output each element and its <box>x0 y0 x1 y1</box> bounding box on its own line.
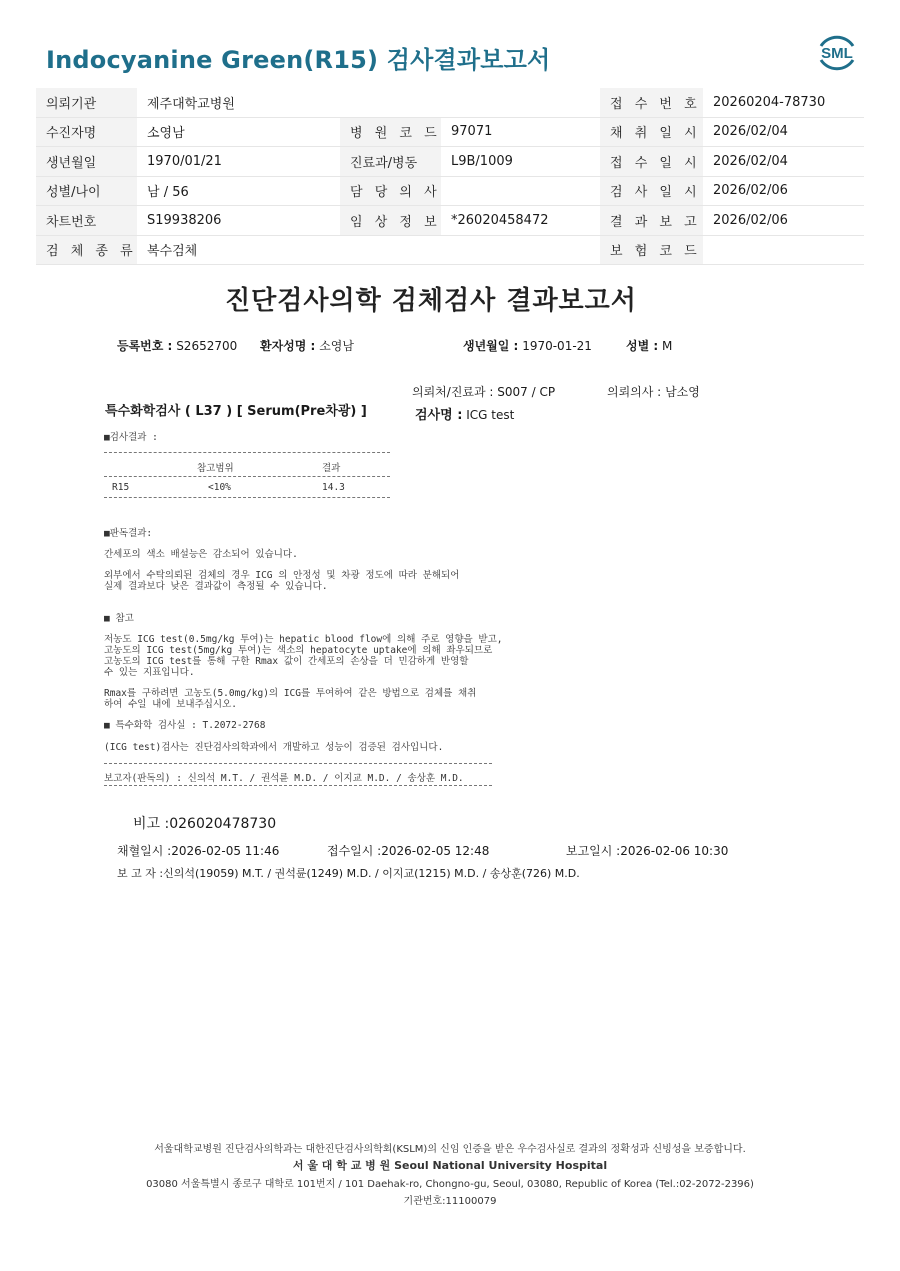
footer-hospital-name: 서 울 대 학 교 병 원 Seoul National University Hospital <box>292 1159 608 1172</box>
divider <box>104 497 390 498</box>
info-row <box>36 235 864 265</box>
label-collection-date: 채 취 일 시 <box>600 117 703 147</box>
info-row <box>36 176 864 206</box>
reporters-line: 보고자(판독의) : 신의석 M.T. / 권석륜 M.D. / 이지교 M.D. / 송상훈 M.D. <box>104 773 464 784</box>
label-sex-age: 성별/나이 <box>36 176 137 206</box>
note-text: 하여 수일 내에 보내주십시오. <box>104 699 238 710</box>
value-chart-no: S19938206 <box>137 206 340 236</box>
reporter-list: 보 고 자 :신의석(19059) M.T. / 권석륜(1249) M.D. / 이지교(1215) M.D. / 송상훈(726) M.D. <box>117 867 580 880</box>
label-requesting-institution: 의뢰기관 <box>36 88 137 117</box>
test-row-name: R15 <box>112 482 130 493</box>
label-chart-no: 차트번호 <box>36 206 137 236</box>
divider <box>104 452 390 453</box>
value-department-ward: L9B/1009 <box>441 147 600 177</box>
ref-range-header: 참고범위 <box>197 463 234 474</box>
logo-text: SML <box>821 45 853 62</box>
label-result-report: 결 과 보 고 <box>600 206 703 236</box>
patient-info-table <box>36 88 864 265</box>
label-birth-date: 생년월일 <box>36 147 137 177</box>
value-test-date: 2026/02/06 <box>703 176 864 206</box>
label-patient-name: 수진자명 <box>36 117 137 147</box>
info-row <box>36 206 864 236</box>
value-hospital-code: 97071 <box>441 117 600 147</box>
judgement-text: 간세포의 색소 배설능은 감소되어 있습니다. <box>104 549 298 560</box>
registration-number: 등록번호 : S2652700 <box>117 339 238 353</box>
remark: 비고 :026020478730 <box>133 816 277 832</box>
value-attending-doctor <box>441 176 600 206</box>
divider <box>104 763 492 764</box>
label-department-ward: 진료과/병동 <box>340 147 441 177</box>
footer-institution-number: 기관번호:11100079 <box>403 1196 497 1207</box>
test-row-ref-range: <10% <box>208 482 231 493</box>
label-clinical-info: 임 상 정 보 <box>340 206 441 236</box>
label-attending-doctor: 담 당 의 사 <box>340 176 441 206</box>
patient-name: 환자성명 : 소영남 <box>260 339 354 353</box>
value-result-report: 2026/02/06 <box>703 206 864 236</box>
report-datetime: 보고일시 :2026-02-06 10:30 <box>566 844 729 858</box>
test-row-result: 14.3 <box>322 482 345 493</box>
info-row <box>36 147 864 177</box>
document-title: Indocyanine Green(R15) 검사결과보고서 <box>46 46 551 74</box>
value-collection-date: 2026/02/04 <box>703 117 864 147</box>
result-header: 결과 <box>322 463 341 474</box>
divider <box>104 785 492 786</box>
divider <box>104 476 390 477</box>
judgement-text: 실제 결과보다 낮은 결과값이 측정될 수 있습니다. <box>104 581 328 592</box>
note-text: 고농도의 ICG test(5mg/kg 투여)는 색소의 hepatocyte uptake에 의해 좌우되므로 <box>104 645 493 656</box>
label-hospital-code: 병 원 코 드 <box>340 117 441 147</box>
value-birth-date: 1970/01/21 <box>137 147 340 177</box>
value-clinical-info: *26020458472 <box>441 206 600 236</box>
test-group: 특수화학검사 ( L37 ) [ Serum(Pre차광) ] <box>105 404 367 419</box>
label-specimen-type: 검 체 종 류 <box>36 235 137 265</box>
certification-note: (ICG test)검사는 진단검사의학과에서 개발하고 성능이 검증된 검사입니다. <box>104 742 444 753</box>
sml-logo <box>814 30 860 76</box>
footer-address: 03080 서울특별시 종로구 대학로 101번지 / 101 Daehak-ro, Chongno-gu, Seoul, 03080, Republic of Korea (Tel.:02-2072-2396) <box>146 1179 754 1190</box>
label-receipt-date: 접 수 일 시 <box>600 147 703 177</box>
info-row <box>36 117 864 147</box>
requesting-department: 의뢰처/진료과 : S007 / CP <box>412 385 556 399</box>
value-patient-name: 소영남 <box>137 117 340 147</box>
value-specimen-type: 복수검체 <box>137 235 340 265</box>
test-name: 검사명 : ICG test <box>415 408 515 423</box>
footer-certification: 서울대학교병원 진단검사의학과는 대한진단검사의학회(KSLM)의 신임 인증을 받은 우수검사실로 결과의 정확성과 신빙성을 보증합니다. <box>154 1144 746 1155</box>
value-sex-age: 남 / 56 <box>137 176 340 206</box>
value-receipt-date: 2026/02/04 <box>703 147 864 177</box>
note-text: 수 있는 지표입니다. <box>104 667 195 678</box>
label-insurance-code: 보 험 코 드 <box>600 235 703 265</box>
note-text: 저농도 ICG test(0.5mg/kg 투여)는 hepatic blood flow에 의해 주로 영향을 받고, <box>104 634 503 645</box>
report-title: 진단검사의학 검체검사 결과보고서 <box>225 286 637 316</box>
note-heading: ■ 참고 <box>104 613 134 624</box>
birth-date: 생년월일 : 1970-01-21 <box>463 339 592 353</box>
note-text: 고농도의 ICG test를 통해 구한 Rmax 값이 간세포의 손상을 더 민감하게 반영할 <box>104 656 469 667</box>
collection-datetime: 채혈일시 :2026-02-05 11:46 <box>117 844 280 858</box>
lab-contact: ■ 특수화학 검사실 : T.2072-2768 <box>104 720 266 731</box>
value-requesting-institution: 제주대학교병원 <box>137 88 340 117</box>
label-test-date: 검 사 일 시 <box>600 176 703 206</box>
judgement-heading: ■판독결과: <box>104 528 153 539</box>
judgement-text: 외부에서 수탁의뢰된 검체의 경우 ICG 의 안정성 및 차광 정도에 따라 분해되어 <box>104 570 460 581</box>
label-accession-no: 접 수 번 호 <box>600 88 703 117</box>
note-text: Rmax를 구하려면 고농도(5.0mg/kg)의 ICG를 투여하여 같은 방법으로 검체를 채취 <box>104 688 477 699</box>
value-accession-no: 20260204-78730 <box>703 88 864 117</box>
info-row <box>36 88 864 117</box>
requesting-doctor: 의뢰의사 : 남소영 <box>607 385 700 399</box>
receipt-datetime: 접수일시 :2026-02-05 12:48 <box>327 844 490 858</box>
value-insurance-code <box>703 235 864 265</box>
result-heading: ■검사결과 : <box>104 432 158 443</box>
sex: 성별 : M <box>626 339 673 353</box>
